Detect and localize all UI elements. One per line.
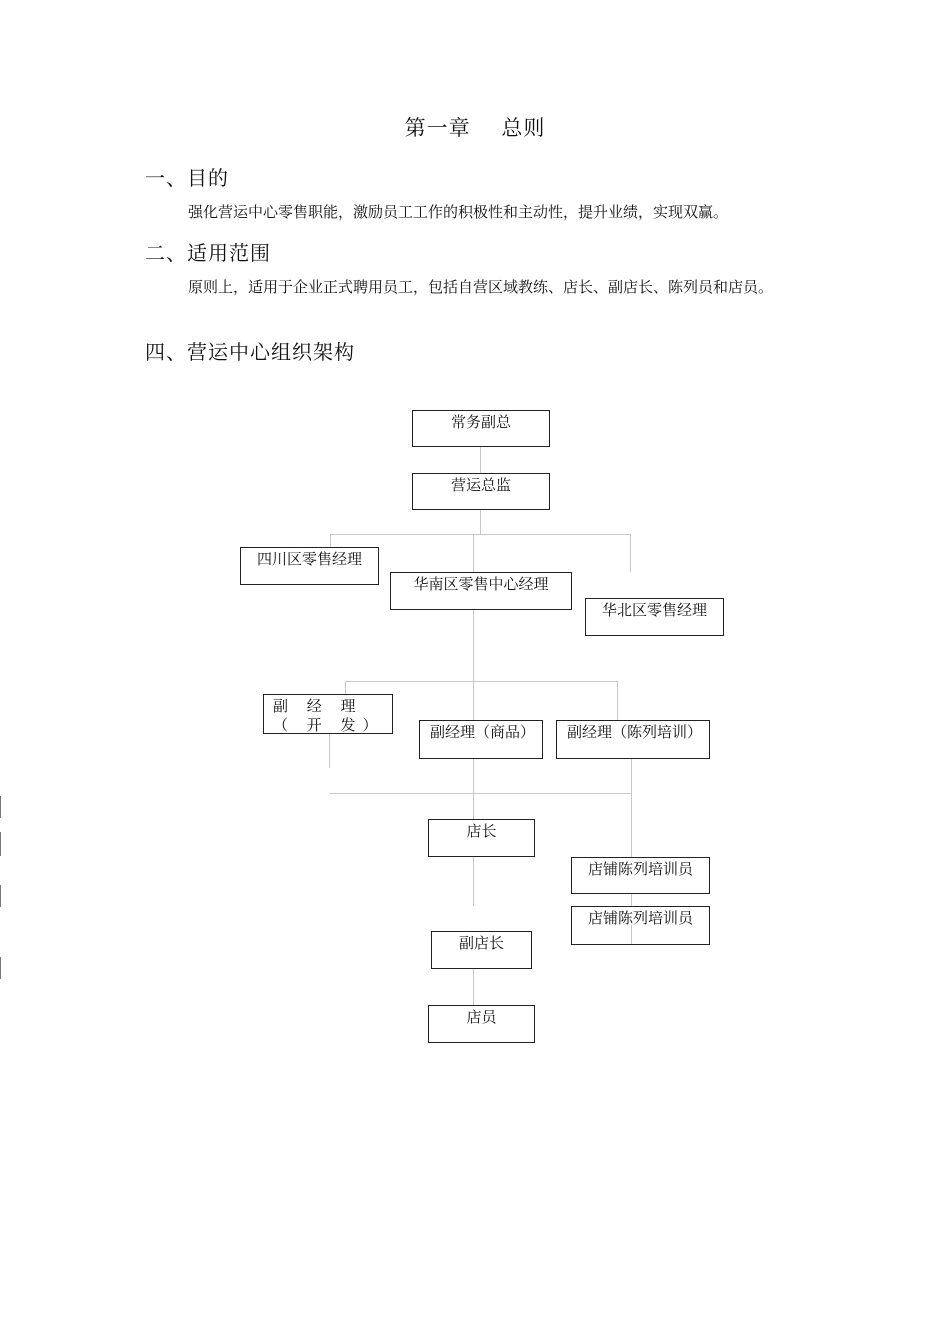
org-box-executive-vp: 常务副总 [412,410,550,447]
edge-mark [0,957,1,979]
connector-line [473,968,474,1006]
org-box-deputy-manager-development: 副 经 理 （ 开 发） [263,694,393,734]
edge-mark [0,796,1,818]
connector-line [473,856,474,906]
connector-line [473,609,474,682]
section-heading-scope: 二、适用范围 [145,241,271,265]
connector-line [330,534,331,548]
org-box-north-china-manager: 华北区零售经理 [585,598,724,636]
org-box-deputy-store-manager: 副店长 [431,931,532,969]
org-box-south-china-manager: 华南区零售中心经理 [390,572,572,610]
section-heading-purpose: 一、目的 [145,166,229,190]
connector-line [345,681,618,682]
section-heading-org-structure: 四、营运中心组织架构 [145,340,355,364]
org-box-clerk: 店员 [428,1005,535,1043]
section-body-purpose: 强化营运中心零售职能，激励员工工作的积极性和主动性，提升业绩，实现双赢。 [188,203,729,221]
org-box-ops-director: 营运总监 [412,473,550,510]
connector-line [617,681,618,721]
connector-line [473,681,474,721]
chapter-title: 第一章 总则 [404,116,546,140]
connector-line [329,793,632,794]
org-box-deputy-manager-display-training: 副经理（陈列培训） [556,720,710,759]
connector-line [345,681,346,695]
connector-line [329,733,330,768]
connector-line [630,534,631,572]
org-box-display-trainer: 店铺陈列培训员 [571,857,710,894]
org-box-sichuan-manager: 四川区零售经理 [240,547,379,585]
connector-line [480,510,481,535]
connector-line [631,758,632,858]
connector-line [480,447,481,474]
connector-line [473,758,474,820]
org-box-display-trainer: 店铺陈列培训员 [571,906,710,945]
edge-mark [0,832,1,856]
org-box-deputy-manager-product: 副经理（商品） [419,720,543,759]
edge-mark [0,885,1,907]
connector-line [473,534,474,572]
section-body-scope: 原则上，适用于企业正式聘用员工，包括自营区域教练、店长、副店长、陈列员和店员。 [188,278,774,296]
org-box-store-manager: 店长 [428,819,535,857]
connector-line [330,534,631,535]
connector-line [631,893,632,907]
